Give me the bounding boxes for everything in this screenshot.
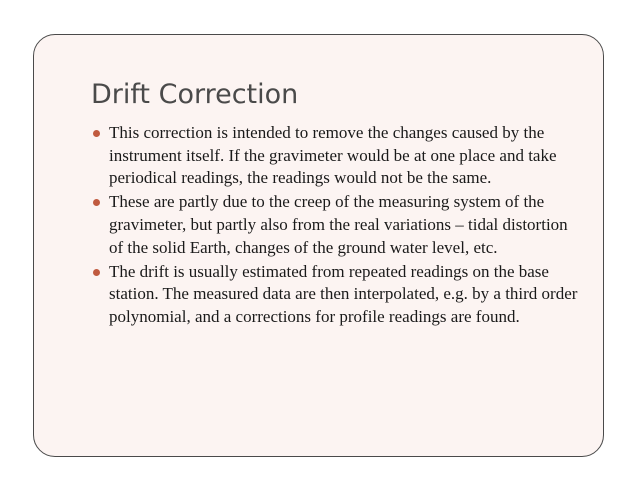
bullet-marker-icon [93, 199, 100, 206]
bullet-marker-icon [93, 269, 100, 276]
bullet-text-2: These are partly due to the creep of the measuring system of the gravimeter, but partly also from the real variations – tidal distortion of the solid Earth, changes of the ground water level, etc. [109, 192, 568, 257]
bullet-list [93, 122, 583, 330]
bullet-item-3 [93, 261, 583, 329]
bullet-marker-icon [93, 130, 100, 137]
slide-title: Drift Correction [91, 79, 299, 110]
bullet-item-1 [93, 122, 583, 190]
bullet-text-1: This correction is intended to remove the changes caused by the instrument itself. If the gravimeter would be at one place and take periodical readings, the readings would not be the same. [109, 123, 557, 188]
bullet-text-3: The drift is usually estimated from repeated readings on the base station. The measured data are then interpolated, e.g. by a third order polynomial, and a corrections for profile readings are found. [109, 261, 578, 326]
bullet-item-2 [93, 191, 583, 259]
